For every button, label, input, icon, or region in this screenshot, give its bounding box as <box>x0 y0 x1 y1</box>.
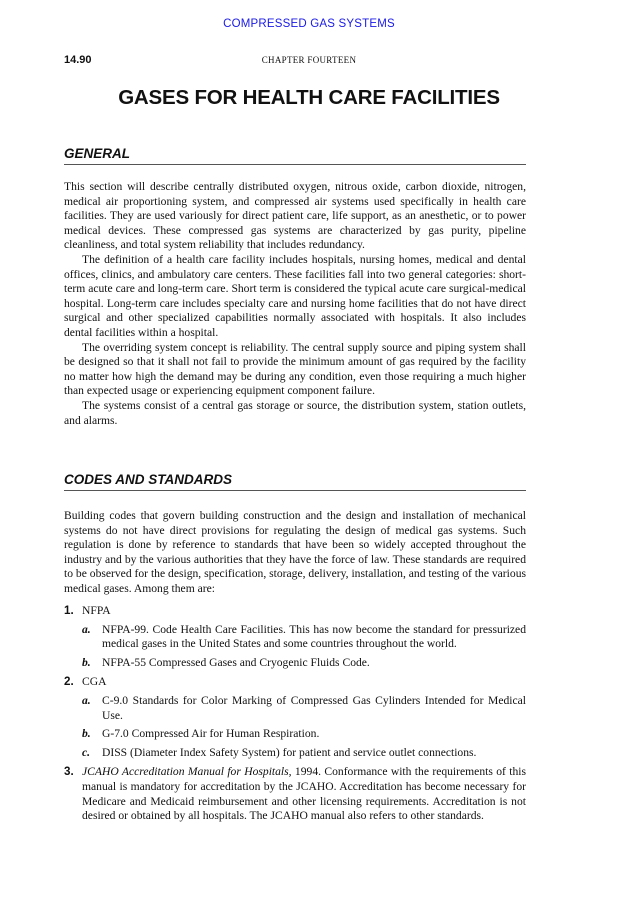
paragraph: The overriding system concept is reliability. The central supply source and piping system shall be designed so that it shall not fail to provide the minimum amount of gas required by the facility no matter how high the demand may be during any condition, even those requiring a much higher than expected usage or experiencing equipment component failure. <box>64 340 526 398</box>
sub-text: NFPA-55 Compressed Gases and Cryogenic Fluids Code. <box>102 655 370 669</box>
paragraph: The definition of a health care facility includes hospitals, nursing homes, medical and dental offices, clinics, and ambulatory care centers. These facilities fall into two general categories: short-term acute care and long-term care. Short term is considered the typical acute care surgical-medical hospital. Long-term care includes specialty care and nursing home facilities that do not have direct surgical and other specialized capabilities normally associated with hospitals. It also includes dental facilities within a hospital. <box>64 252 526 339</box>
codes-intro: Building codes that govern building construction and the design and installation of mechanical systems do not have direct provisions for regulating the design of medical gas systems. Such regulation is done by reference to standards that have been so widely accepted throughout the industry and by the various authorities that they have the force of law. These standards are required to be observed for the design, specification, storage, delivery, installation, and testing of the various medical gases. Among them are: <box>64 509 526 595</box>
section-heading-codes: CODES AND STANDARDS <box>64 472 526 491</box>
list-label-text: 1994. Conformance with the requirements of this manual is mandatory for accreditation by the JCAHO. Accreditation has become necessary for Medicare and Medicaid reimbursement and other licensing requirements. Accreditation is not desired or obtained by all hospitals. The JCAHO manual also refers to other standards. <box>82 765 526 823</box>
paragraph: This section will describe centrally distributed oxygen, nitrous oxide, carbon dioxide, nitrogen, medical air proportioning system, and compressed air systems used specifically in health care facilities. They are used variously for direct patient care, life support, as an anesthetic, or to power medical devices. These compressed gas systems are characterized by gas purity, pipeline cleanliness, and total system reliability that includes redundancy. <box>64 180 526 252</box>
general-section-body <box>64 180 526 428</box>
sub-letter: c. <box>82 745 91 759</box>
list-number: 3. <box>64 765 74 779</box>
list-subitem <box>64 746 526 761</box>
sub-letter: a. <box>82 622 91 636</box>
list-label: CGA <box>82 675 107 689</box>
standards-list <box>64 604 526 824</box>
section-heading-general: GENERAL <box>64 146 526 165</box>
list-number: 2. <box>64 675 74 689</box>
list-label <box>64 765 526 823</box>
sub-text: DISS (Diameter Index Safety System) for patient and service outlet connections. <box>102 745 477 759</box>
list-item <box>64 765 526 823</box>
list-subitem <box>64 727 526 742</box>
list-label: NFPA <box>82 604 111 617</box>
sub-letter: b. <box>82 655 91 669</box>
sub-text: C-9.0 Standards for Color Marking of Compressed Gas Cylinders Intended for Medical Use. <box>102 693 526 722</box>
page-number: 14.90 <box>64 54 92 66</box>
list-item <box>64 675 526 760</box>
sub-letter: b. <box>82 727 91 741</box>
sub-letter: a. <box>82 693 91 707</box>
running-head: COMPRESSED GAS SYSTEMS <box>223 18 395 30</box>
paragraph: The systems consist of a central gas storage or source, the distribution system, station outlets, and alarms. <box>64 398 526 427</box>
list-subitem <box>64 623 526 652</box>
sub-text: G-7.0 Compressed Air for Human Respiration. <box>102 727 320 741</box>
chapter-label: CHAPTER FOURTEEN <box>261 55 357 65</box>
manual-title: JCAHO Accreditation Manual for Hospitals, <box>82 765 292 779</box>
list-item <box>64 604 526 670</box>
list-subitem <box>64 694 526 723</box>
list-subitem <box>64 656 526 671</box>
list-number: 1. <box>64 604 74 617</box>
page-title: GASES FOR HEALTH CARE FACILITIES <box>118 86 500 109</box>
sub-text: NFPA-99. Code Health Care Facilities. This has now become the standard for pressurized medical gases in the United States and some countries throughout the world. <box>102 622 526 651</box>
